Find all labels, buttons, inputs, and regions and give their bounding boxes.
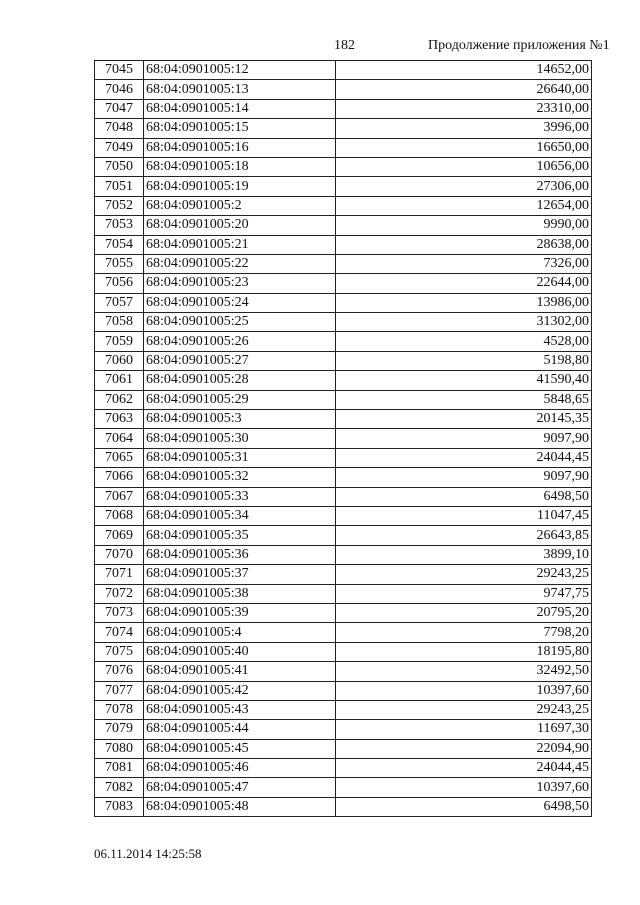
cadastral-number: 68:04:0901005:27 <box>144 351 336 370</box>
row-number: 7067 <box>95 487 144 506</box>
cadastral-value: 6498,50 <box>336 797 592 816</box>
cadastral-number: 68:04:0901005:16 <box>144 138 336 157</box>
row-number: 7059 <box>95 332 144 351</box>
cadastral-value: 9747,75 <box>336 584 592 603</box>
row-number: 7062 <box>95 390 144 409</box>
row-number: 7076 <box>95 662 144 681</box>
cadastral-value: 41590,40 <box>336 371 592 390</box>
print-timestamp: 06.11.2014 14:25:58 <box>94 846 202 861</box>
row-number: 7055 <box>95 254 144 273</box>
cadastral-number: 68:04:0901005:36 <box>144 545 336 564</box>
table-row <box>95 759 592 778</box>
row-number: 7080 <box>95 739 144 758</box>
table-row <box>95 157 592 176</box>
table-row <box>95 720 592 739</box>
row-number: 7071 <box>95 565 144 584</box>
cadastral-number: 68:04:0901005:30 <box>144 429 336 448</box>
table-row <box>95 216 592 235</box>
cadastral-number: 68:04:0901005:31 <box>144 448 336 467</box>
cadastral-number: 68:04:0901005:29 <box>144 390 336 409</box>
table-row <box>95 196 592 215</box>
cadastral-number: 68:04:0901005:15 <box>144 119 336 138</box>
table-row <box>95 797 592 816</box>
table-row <box>95 80 592 99</box>
cadastral-number: 68:04:0901005:28 <box>144 371 336 390</box>
table-row <box>95 410 592 429</box>
table-row <box>95 642 592 661</box>
cadastral-number: 68:04:0901005:14 <box>144 99 336 118</box>
cadastral-value: 24044,45 <box>336 759 592 778</box>
cadastral-number: 68:04:0901005:20 <box>144 216 336 235</box>
row-number: 7082 <box>95 778 144 797</box>
row-number: 7054 <box>95 235 144 254</box>
row-number: 7066 <box>95 468 144 487</box>
table-row <box>95 565 592 584</box>
table-row <box>95 545 592 564</box>
table-row <box>95 506 592 525</box>
table-row <box>95 623 592 642</box>
row-number: 7075 <box>95 642 144 661</box>
table-row <box>95 235 592 254</box>
row-number: 7050 <box>95 157 144 176</box>
row-number: 7053 <box>95 216 144 235</box>
cadastral-value: 23310,00 <box>336 99 592 118</box>
cadastral-value: 13986,00 <box>336 293 592 312</box>
cadastral-value: 3899,10 <box>336 545 592 564</box>
cadastral-number: 68:04:0901005:38 <box>144 584 336 603</box>
parcel-table-body <box>95 61 592 817</box>
cadastral-number: 68:04:0901005:24 <box>144 293 336 312</box>
row-number: 7047 <box>95 99 144 118</box>
row-number: 7052 <box>95 196 144 215</box>
cadastral-value: 9097,90 <box>336 468 592 487</box>
continuation-label: Продолжение приложения №1 <box>428 38 610 53</box>
row-number: 7060 <box>95 351 144 370</box>
cadastral-value: 31302,00 <box>336 313 592 332</box>
cadastral-number: 68:04:0901005:42 <box>144 681 336 700</box>
table-row <box>95 119 592 138</box>
row-number: 7081 <box>95 759 144 778</box>
table-row <box>95 332 592 351</box>
cadastral-value: 12654,00 <box>336 196 592 215</box>
cadastral-number: 68:04:0901005:48 <box>144 797 336 816</box>
cadastral-value: 9990,00 <box>336 216 592 235</box>
row-number: 7074 <box>95 623 144 642</box>
table-row <box>95 603 592 622</box>
cadastral-number: 68:04:0901005:32 <box>144 468 336 487</box>
cadastral-value: 3996,00 <box>336 119 592 138</box>
cadastral-value: 22094,90 <box>336 739 592 758</box>
cadastral-value: 20145,35 <box>336 410 592 429</box>
cadastral-number: 68:04:0901005:23 <box>144 274 336 293</box>
table-row <box>95 313 592 332</box>
row-number: 7048 <box>95 119 144 138</box>
parcel-table <box>94 60 592 817</box>
row-number: 7064 <box>95 429 144 448</box>
cadastral-number: 68:04:0901005:4 <box>144 623 336 642</box>
cadastral-number: 68:04:0901005:19 <box>144 177 336 196</box>
cadastral-value: 26643,85 <box>336 526 592 545</box>
cadastral-number: 68:04:0901005:43 <box>144 700 336 719</box>
cadastral-value: 20795,20 <box>336 603 592 622</box>
cadastral-number: 68:04:0901005:44 <box>144 720 336 739</box>
table-row <box>95 468 592 487</box>
table-row <box>95 61 592 80</box>
table-row <box>95 138 592 157</box>
cadastral-value: 14652,00 <box>336 61 592 80</box>
cadastral-number: 68:04:0901005:3 <box>144 410 336 429</box>
row-number: 7058 <box>95 313 144 332</box>
cadastral-value: 22644,00 <box>336 274 592 293</box>
cadastral-number: 68:04:0901005:45 <box>144 739 336 758</box>
row-number: 7061 <box>95 371 144 390</box>
row-number: 7083 <box>95 797 144 816</box>
cadastral-number: 68:04:0901005:40 <box>144 642 336 661</box>
row-number: 7079 <box>95 720 144 739</box>
row-number: 7077 <box>95 681 144 700</box>
table-row <box>95 254 592 273</box>
row-number: 7069 <box>95 526 144 545</box>
table-row <box>95 584 592 603</box>
table-row <box>95 351 592 370</box>
cadastral-number: 68:04:0901005:33 <box>144 487 336 506</box>
table-row <box>95 700 592 719</box>
cadastral-number: 68:04:0901005:25 <box>144 313 336 332</box>
row-number: 7063 <box>95 410 144 429</box>
cadastral-value: 10656,00 <box>336 157 592 176</box>
cadastral-number: 68:04:0901005:26 <box>144 332 336 351</box>
cadastral-number: 68:04:0901005:35 <box>144 526 336 545</box>
page-number: 182 <box>334 38 355 53</box>
row-number: 7049 <box>95 138 144 157</box>
cadastral-number: 68:04:0901005:47 <box>144 778 336 797</box>
row-number: 7072 <box>95 584 144 603</box>
cadastral-value: 10397,60 <box>336 681 592 700</box>
row-number: 7073 <box>95 603 144 622</box>
table-row <box>95 390 592 409</box>
table-row <box>95 681 592 700</box>
cadastral-value: 16650,00 <box>336 138 592 157</box>
cadastral-number: 68:04:0901005:39 <box>144 603 336 622</box>
table-row <box>95 662 592 681</box>
cadastral-value: 29243,25 <box>336 700 592 719</box>
cadastral-number: 68:04:0901005:21 <box>144 235 336 254</box>
cadastral-value: 18195,80 <box>336 642 592 661</box>
row-number: 7046 <box>95 80 144 99</box>
table-row <box>95 526 592 545</box>
cadastral-value: 10397,60 <box>336 778 592 797</box>
row-number: 7057 <box>95 293 144 312</box>
row-number: 7051 <box>95 177 144 196</box>
cadastral-value: 24044,45 <box>336 448 592 467</box>
cadastral-value: 5198,80 <box>336 351 592 370</box>
cadastral-number: 68:04:0901005:46 <box>144 759 336 778</box>
table-row <box>95 739 592 758</box>
cadastral-value: 29243,25 <box>336 565 592 584</box>
cadastral-value: 6498,50 <box>336 487 592 506</box>
cadastral-value: 7326,00 <box>336 254 592 273</box>
row-number: 7045 <box>95 61 144 80</box>
cadastral-number: 68:04:0901005:13 <box>144 80 336 99</box>
table-row <box>95 778 592 797</box>
cadastral-number: 68:04:0901005:41 <box>144 662 336 681</box>
cadastral-value: 26640,00 <box>336 80 592 99</box>
cadastral-number: 68:04:0901005:22 <box>144 254 336 273</box>
cadastral-value: 11047,45 <box>336 506 592 525</box>
cadastral-value: 4528,00 <box>336 332 592 351</box>
cadastral-value: 11697,30 <box>336 720 592 739</box>
row-number: 7056 <box>95 274 144 293</box>
table-row <box>95 371 592 390</box>
table-row <box>95 487 592 506</box>
cadastral-number: 68:04:0901005:18 <box>144 157 336 176</box>
cadastral-value: 28638,00 <box>336 235 592 254</box>
cadastral-value: 27306,00 <box>336 177 592 196</box>
table-row <box>95 448 592 467</box>
cadastral-value: 7798,20 <box>336 623 592 642</box>
cadastral-value: 9097,90 <box>336 429 592 448</box>
cadastral-value: 5848,65 <box>336 390 592 409</box>
table-row <box>95 99 592 118</box>
table-row <box>95 293 592 312</box>
table-row <box>95 274 592 293</box>
cadastral-number: 68:04:0901005:34 <box>144 506 336 525</box>
cadastral-number: 68:04:0901005:2 <box>144 196 336 215</box>
cadastral-number: 68:04:0901005:12 <box>144 61 336 80</box>
table-row <box>95 177 592 196</box>
table-row <box>95 429 592 448</box>
row-number: 7068 <box>95 506 144 525</box>
row-number: 7070 <box>95 545 144 564</box>
cadastral-number: 68:04:0901005:37 <box>144 565 336 584</box>
cadastral-value: 32492,50 <box>336 662 592 681</box>
row-number: 7065 <box>95 448 144 467</box>
row-number: 7078 <box>95 700 144 719</box>
